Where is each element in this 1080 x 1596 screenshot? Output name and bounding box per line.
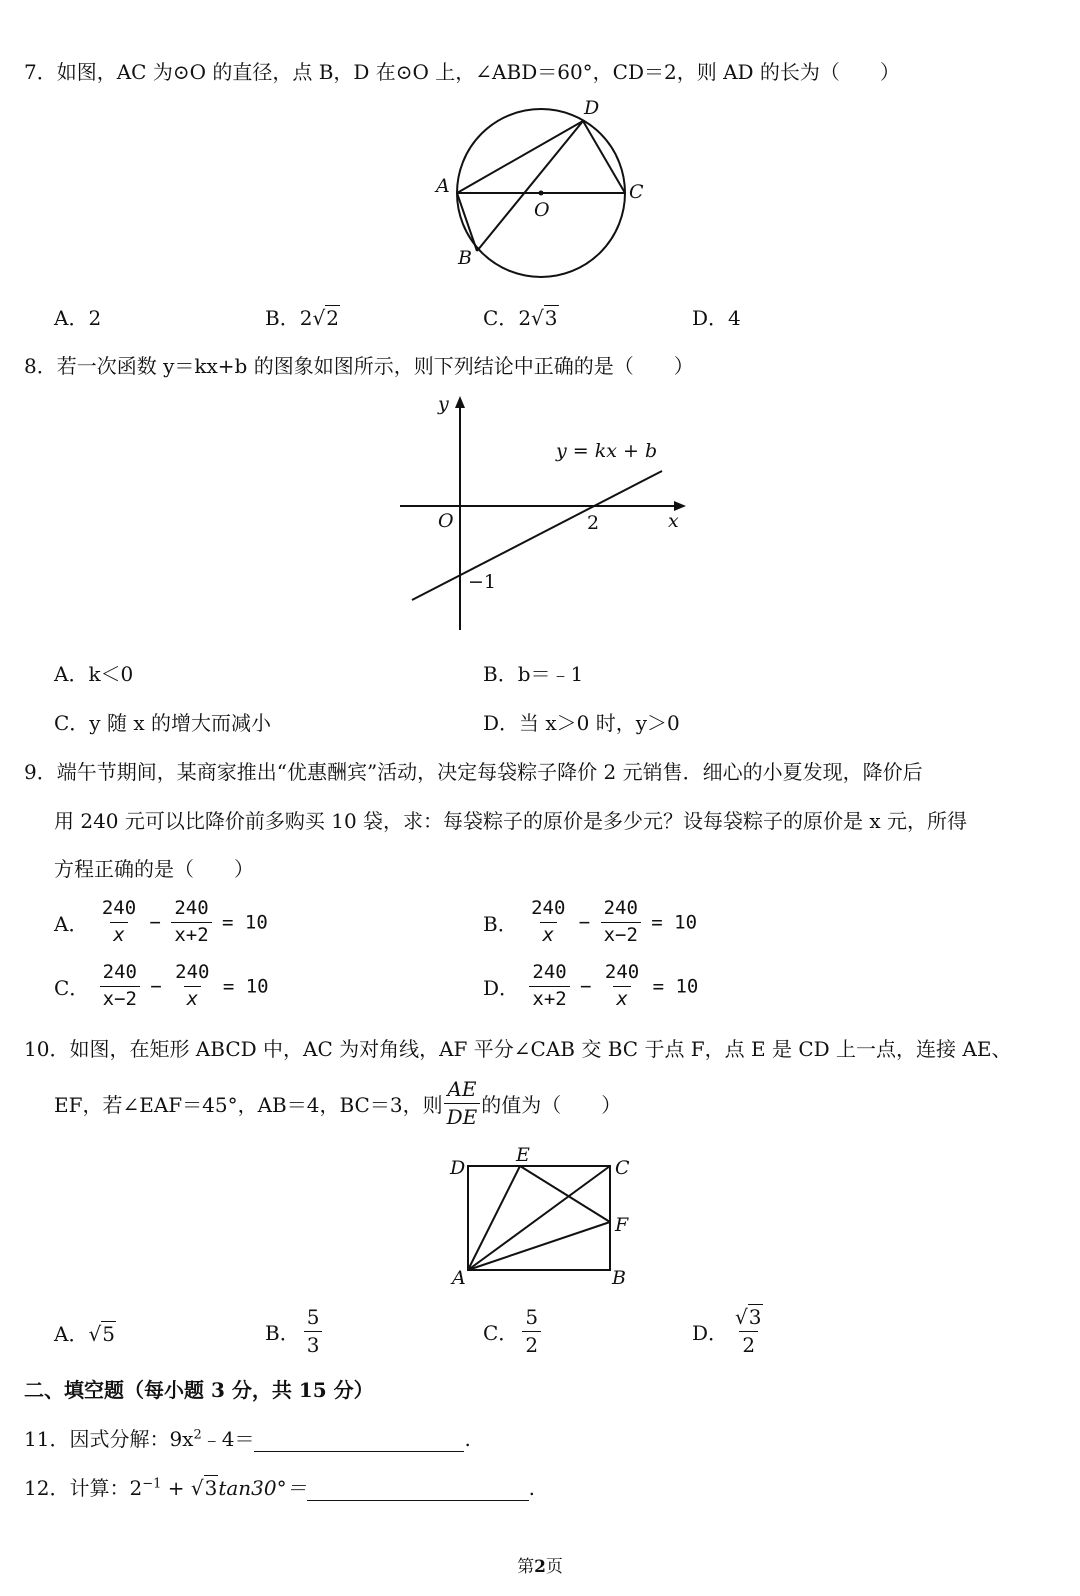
q9-line-1: 9．端午节期间，某商家推出“优惠酬宾”活动，决定每袋粽子降价 2 元销售．细心的小夏发现，降价后 [24, 760, 923, 784]
q8-option-b: B．b＝﹣1 [483, 662, 584, 686]
segment-ad [457, 121, 583, 193]
q9-line-3: 方程正确的是（ ） [54, 857, 254, 881]
label-d: D [450, 1157, 466, 1179]
label-f: F [615, 1214, 629, 1236]
segment-ef [520, 1166, 610, 1222]
label-e: E [516, 1144, 530, 1166]
label-a: A [452, 1267, 466, 1289]
label-c: C [615, 1157, 630, 1179]
q8-option-d: D．当 x＞0 时，y＞0 [483, 711, 680, 735]
label-y-intercept: −1 [468, 571, 497, 593]
q7-stem: 7．如图，AC 为⊙O 的直径，点 B，D 在⊙O 上，∠ABD＝60°，CD＝2，则 AD 的长为（ ） [24, 60, 900, 84]
label-x-axis: x [668, 510, 679, 532]
y-axis-arrow [455, 396, 465, 408]
label-c: C [629, 181, 644, 203]
q10-option-d: D． $\frac{√3}{2}$ [692, 1305, 762, 1357]
q7-circle-figure [420, 92, 660, 282]
label-d: D [584, 97, 600, 119]
q8-option-a: A．k＜0 [54, 662, 134, 686]
q9-line-2: 用 240 元可以比降价前多购买 10 袋，求：每袋粽子的原价是多少元？设每袋粽子的原价是 x 元，所得 [54, 809, 968, 833]
q7-option-a: A．2 [54, 306, 102, 330]
label-equation: y = kx + b [556, 440, 658, 462]
label-origin: O [438, 510, 454, 532]
q12-answer-blank[interactable] [307, 1478, 529, 1501]
q11-factorize: 11．因式分解：$9x^2﹣4=$ . [24, 1427, 471, 1451]
q8-line-graph-figure [396, 390, 696, 635]
q12-compute: 12．计算：$2^{-1} + √3\tan 30^\circ=$ . [24, 1476, 535, 1500]
label-b: B [612, 1267, 626, 1289]
label-x-intercept: 2 [587, 512, 600, 534]
q9-option-c: C． $\frac{240}{x-2}$ − $\frac{240}{x}$ = 10 [54, 961, 269, 1010]
q11-answer-blank[interactable] [254, 1429, 464, 1452]
q10-option-b: B． $\frac{5}{3}$ [265, 1306, 326, 1357]
q9-option-a: A． $\frac{240}{x}$ − $\frac{240}{x+2}$ = 10 [54, 897, 268, 946]
q8-stem: 8．若一次函数 y＝kx+b 的图象如图所示，则下列结论中正确的是（ ） [24, 354, 694, 378]
label-o: O [534, 199, 550, 221]
q10-line-2: EF，若∠EAF＝45°，AB＝4，BC＝3，则 $\frac{AE}{DE}$ 的值为（ ） [54, 1077, 622, 1129]
q7-option-c: C．2√3 [483, 306, 558, 330]
q7-option-b: B．2√2 [265, 306, 339, 330]
segment-ab [457, 193, 477, 251]
function-line [412, 471, 662, 600]
label-y-axis: y [438, 393, 449, 415]
segment-dc [583, 121, 625, 193]
center-point [539, 191, 544, 196]
segment-ac [468, 1166, 610, 1270]
label-b: B [458, 247, 472, 269]
q7-option-d: D．4 [692, 306, 741, 330]
section-2-heading: 二、填空题（每小题 3 分，共 15 分） [24, 1378, 374, 1402]
label-a: A [436, 175, 450, 197]
q10-option-c: C． $\frac{5}{2}$ [483, 1306, 545, 1357]
segment-db [477, 121, 583, 251]
q9-option-d: D． $\frac{240}{x+2}$ − $\frac{240}{x}$ = 10 [483, 961, 699, 1010]
q9-option-b: B． $\frac{240}{x}$ − $\frac{240}{x-2}$ = 10 [483, 897, 698, 946]
page-footer: 第2页 [517, 1557, 563, 1577]
q10-line-1: 10．如图，在矩形 ABCD 中，AC 为对角线，AF 平分∠CAB 交 BC 于点 F，点 E 是 CD 上一点，连接 AE、 [24, 1037, 1012, 1061]
q8-option-c: C．y 随 x 的增大而减小 [54, 711, 271, 735]
q10-rectangle-figure [444, 1142, 644, 1290]
q10-option-a: A．√5 [54, 1322, 115, 1346]
